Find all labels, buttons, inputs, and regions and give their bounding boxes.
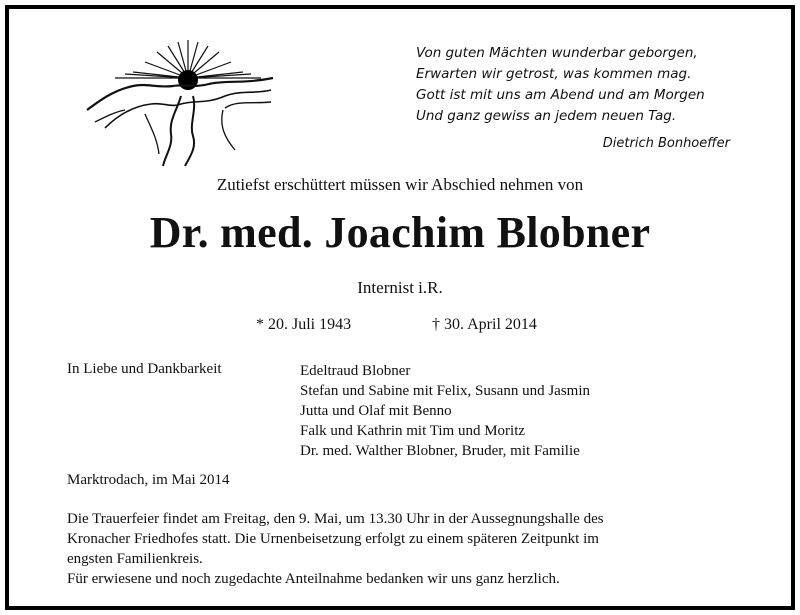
place-date: Marktrodach, im Mai 2014 — [67, 472, 230, 488]
service-line: Die Trauerfeier findet am Freitag, den 9. Mai, um 13.30 Uhr in der Aussegnungshalle des — [67, 511, 604, 527]
poem-quote — [416, 43, 746, 127]
poem-line: Von guten Mächten wunderbar geborgen, — [416, 45, 698, 61]
family-member: Stefan und Sabine mit Felix, Susann und Jasmin — [300, 383, 590, 399]
poem-author: Dietrich Bonhoeffer — [602, 136, 730, 151]
sunrise-mountains-emblem — [85, 38, 275, 168]
poem-line: Und ganz gewiss an jedem neuen Tag. — [416, 108, 677, 124]
birth-date: * 20. Juli 1943 — [256, 316, 352, 333]
poem-line: Gott ist mit uns am Abend und am Morgen — [416, 87, 705, 103]
thanks-text: Für erwiesene und noch zugedachte Anteilnahme bedanken wir uns ganz herzlich. — [67, 571, 560, 587]
family-member: Dr. med. Walther Blobner, Bruder, mit Familie — [300, 443, 580, 459]
service-line: engsten Familienkreis. — [67, 551, 203, 567]
death-date: † 30. April 2014 — [432, 316, 537, 333]
poem-line: Erwarten wir getrost, was kommen mag. — [416, 66, 692, 82]
family-member: Jutta und Olaf mit Benno — [300, 403, 452, 419]
family-list — [300, 361, 590, 461]
family-member: Edeltraud Blobner — [300, 363, 411, 379]
deceased-name: Dr. med. Joachim Blobner — [149, 208, 651, 257]
dedication-text: In Liebe und Dankbarkeit — [67, 361, 222, 377]
service-line: Kronacher Friedhofes statt. Die Urnenbeisetzung erfolgt zu einem späteren Zeitpunkt im — [67, 531, 599, 547]
deceased-title: Internist i.R. — [357, 278, 443, 297]
family-member: Falk und Kathrin mit Tim und Moritz — [300, 423, 526, 439]
service-info — [67, 509, 747, 569]
intro-text: Zutiefst erschüttert müssen wir Abschied nehmen von — [216, 175, 584, 194]
